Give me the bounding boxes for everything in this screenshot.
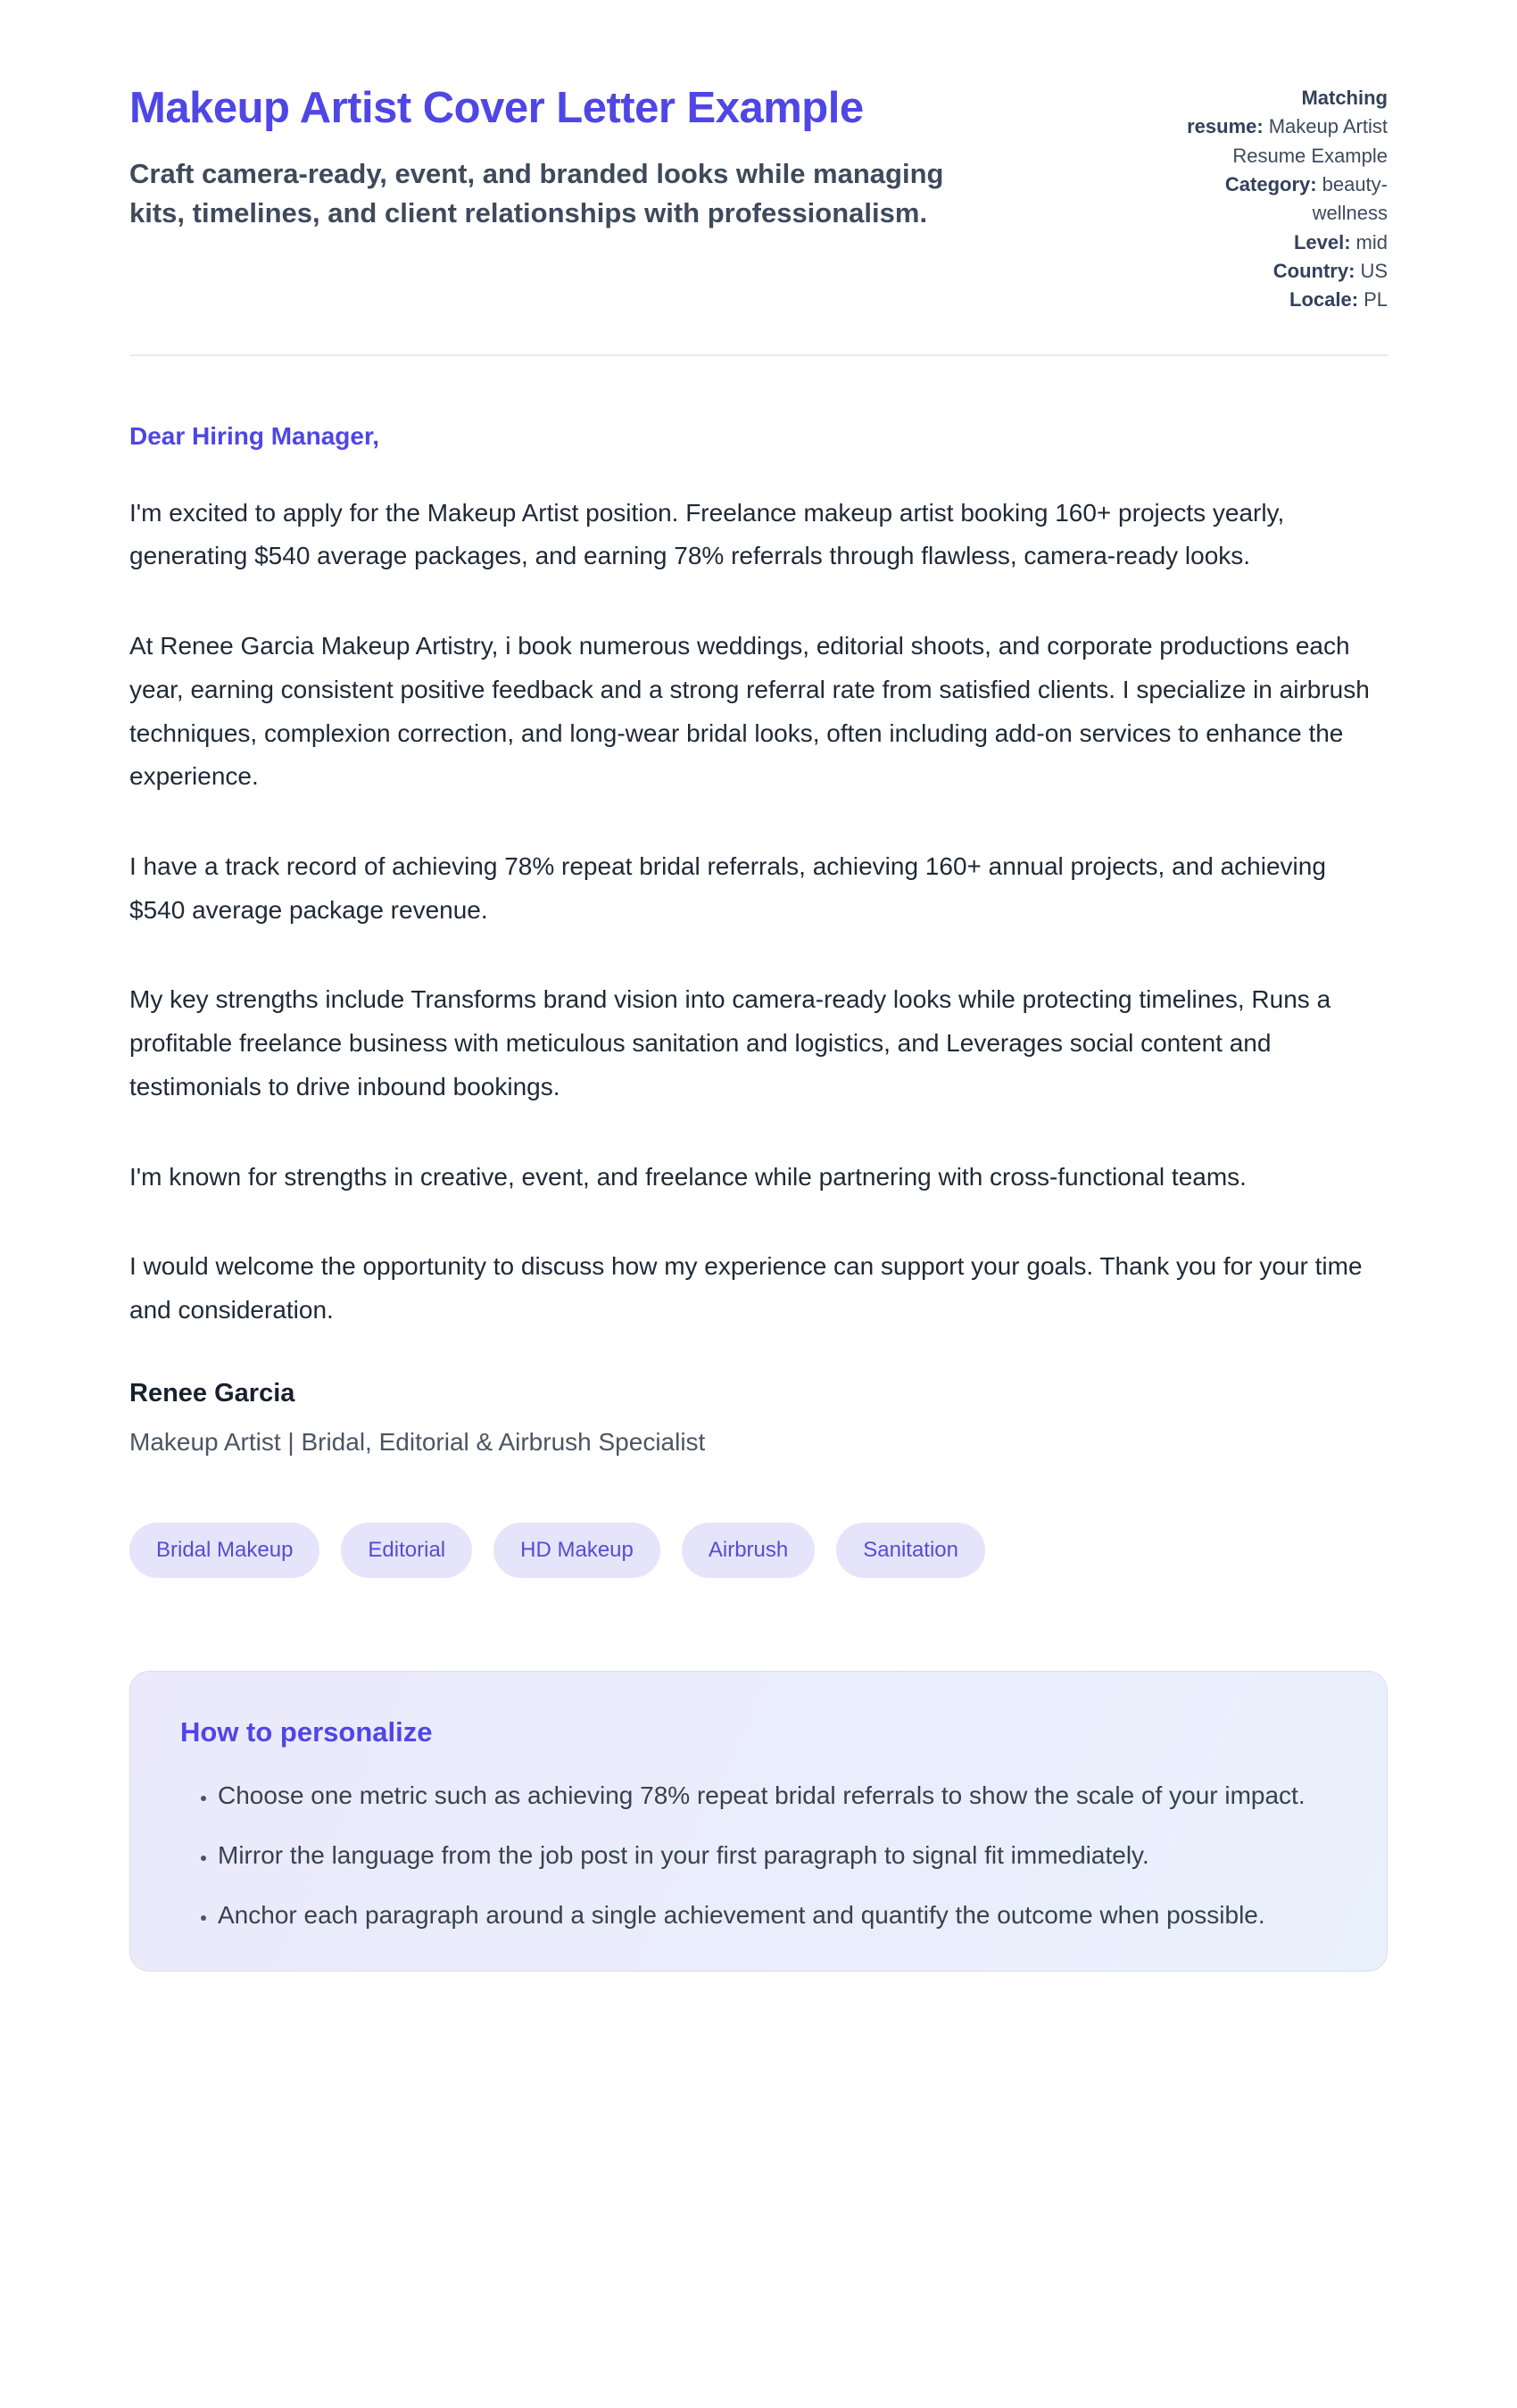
meta-label-country: Country: [1272, 259, 1355, 282]
personalize-tip-list [180, 1773, 1337, 1939]
cover-letter-page [129, 0, 1388, 1972]
meta-category [1175, 170, 1388, 228]
meta-label-matching-resume: Matching resume: [1187, 87, 1388, 138]
meta-locale [1175, 286, 1388, 314]
signature-name: Renee Garcia [129, 1378, 295, 1407]
page-header [129, 79, 1388, 315]
meta-country [1175, 257, 1388, 286]
tag-airbrush[interactable]: Airbrush [682, 1523, 815, 1578]
letter-paragraph-5: I'm known for strengths in creative, event, and freelance while partnering with cross-functional teams. [129, 1162, 1247, 1191]
tag-bridal-makeup[interactable]: Bridal Makeup [129, 1523, 319, 1578]
resume-meta-block [1175, 79, 1388, 315]
personalize-tip-3: • Anchor each paragraph around a single achievement and quantify the outcome when possible. [218, 1893, 1337, 1939]
header-title-block [129, 79, 968, 315]
meta-value-level: mid [1355, 230, 1388, 253]
tag-editorial[interactable]: Editorial [341, 1523, 472, 1578]
meta-label-category: Category: [1224, 172, 1317, 195]
letter-paragraph-6: I would welcome the opportunity to discuss how my experience can support your goals. Thank you for your time and consideration. [129, 1252, 1363, 1324]
meta-value-country: US [1360, 259, 1388, 282]
page-title: Makeup Artist Cover Letter Example [129, 84, 864, 132]
tag-sanitation[interactable]: Sanitation [836, 1523, 985, 1578]
page-subtitle: Craft camera-ready, event, and branded looks while managing kits, timelines, and client relationships with professionalism. [129, 157, 944, 228]
meta-matching-resume [1175, 84, 1388, 170]
skill-tags [129, 1523, 1388, 1578]
meta-label-level: Level: [1293, 230, 1351, 253]
meta-value-locale: PL [1364, 288, 1388, 311]
meta-value-category: beauty-wellness [1312, 172, 1388, 225]
meta-level [1175, 228, 1388, 257]
letter-paragraph-2: At Renee Garcia Makeup Artistry, i book numerous weddings, editorial shoots, and corporate productions each year, earning consistent positive feedback and a strong referral rate from satisfied clients. I specialize in airbrush techniques, complexion correction, and long-wear bridal looks, often including add-on services to enhance the experience. [129, 632, 1370, 791]
signature-role: Makeup Artist | Bridal, Editorial & Airbrush Specialist [129, 1427, 706, 1456]
letter-paragraph-3: I have a track record of achieving 78% repeat bridal referrals, achieving 160+ annual projects, and achieving $540 average package revenue. [129, 851, 1326, 924]
signature-block [129, 1379, 1388, 1457]
tag-hd-makeup[interactable]: HD Makeup [493, 1523, 660, 1578]
how-to-personalize-title: How to personalize [180, 1715, 433, 1748]
cover-letter-body [129, 356, 1388, 1457]
letter-paragraph-1: I'm excited to apply for the Makeup Artist position. Freelance makeup artist booking 160+ projects yearly, generating $540 average packages, and earning 78% referrals through flawless, camera-ready looks. [129, 498, 1285, 570]
meta-label-locale: Locale: [1289, 288, 1359, 311]
personalize-tip-2: • Mirror the language from the job post in your first paragraph to signal fit immediately. [218, 1833, 1337, 1879]
how-to-personalize-box [129, 1671, 1388, 1972]
personalize-tip-1: • Choose one metric such as achieving 78% repeat bridal referrals to show the scale of your impact. [218, 1773, 1337, 1819]
meta-value-matching-resume: Makeup Artist Resume Example [1232, 115, 1388, 167]
salutation: Dear Hiring Manager, [129, 421, 380, 450]
letter-paragraph-4: My key strengths include Transforms brand vision into camera-ready looks while protecting timelines, Runs a profitable freelance business with meticulous sanitation and logistics, and Leverages social content and testimonials to drive inbound bookings. [129, 985, 1331, 1100]
